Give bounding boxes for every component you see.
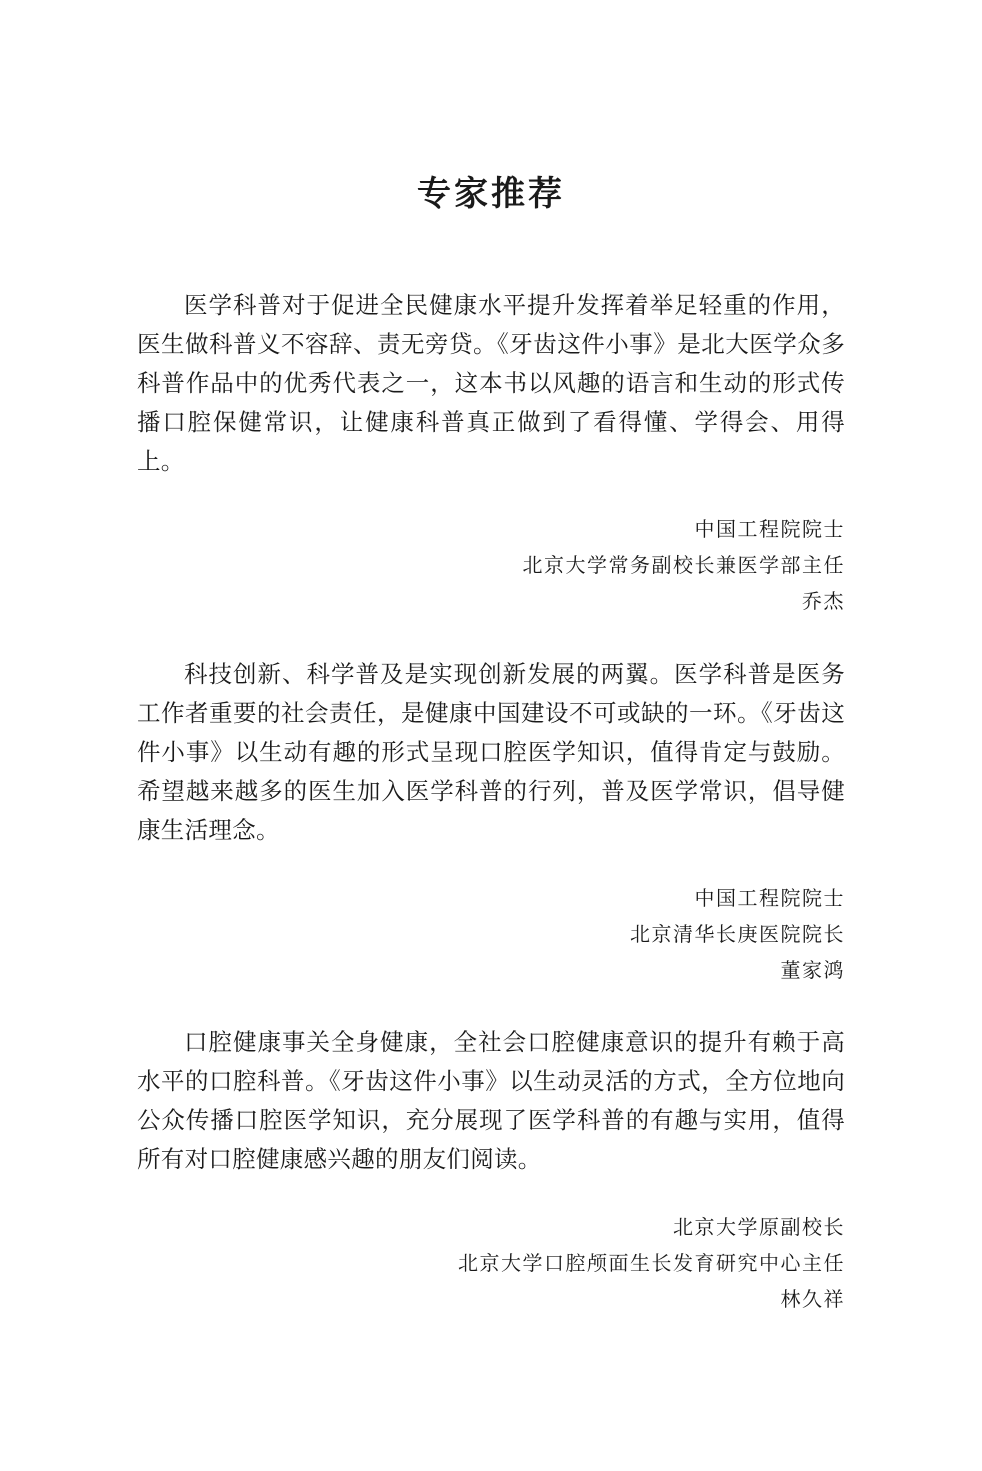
signature-title: 中国工程院院士 (694, 886, 845, 910)
recommendation-section (137, 655, 845, 988)
signature-title: 中国工程院院士 (694, 517, 845, 541)
signature-name: 董家鸿 (780, 958, 845, 982)
signature-block (137, 880, 845, 988)
recommendation-section (137, 1023, 845, 1317)
signature-title: 北京大学原副校长 (673, 1215, 845, 1239)
signature-name: 乔杰 (802, 589, 845, 613)
page-title: 专家推荐 (417, 174, 565, 214)
recommendation-text: 科技创新、科学普及是实现创新发展的两翼。医学科普是医务工作者重要的社会责任，是健康中国建设不可或缺的一环。《牙齿这件小事》以生动有趣的形式呈现口腔医学知识，值得肯定与鼓励。希望越来越多的医生加入医学科普的行列，普及医学常识，倡导健康生活理念。 (137, 660, 845, 844)
signature-position: 北京清华长庚医院院长 (630, 922, 845, 946)
recommendation-section (137, 286, 845, 619)
signature-name: 林久祥 (780, 1287, 845, 1311)
recommendation-text: 医学科普对于促进全民健康水平提升发挥着举足轻重的作用，医生做科普义不容辞、责无旁贷。《牙齿这件小事》是北大医学众多科普作品中的优秀代表之一，这本书以风趣的语言和生动的形式传播口腔保健常识，让健康科普真正做到了看得懂、学得会、用得上。 (137, 291, 845, 475)
signature-block (137, 511, 845, 619)
signature-position: 北京大学常务副校长兼医学部主任 (522, 553, 845, 577)
signature-block (137, 1209, 845, 1317)
signature-position: 北京大学口腔颅面生长发育研究中心主任 (458, 1251, 845, 1275)
recommendation-text: 口腔健康事关全身健康，全社会口腔健康意识的提升有赖于高水平的口腔科普。《牙齿这件小事》以生动灵活的方式，全方位地向公众传播口腔医学知识，充分展现了医学科普的有趣与实用，值得所有对口腔健康感兴趣的朋友们阅读。 (137, 1028, 845, 1173)
